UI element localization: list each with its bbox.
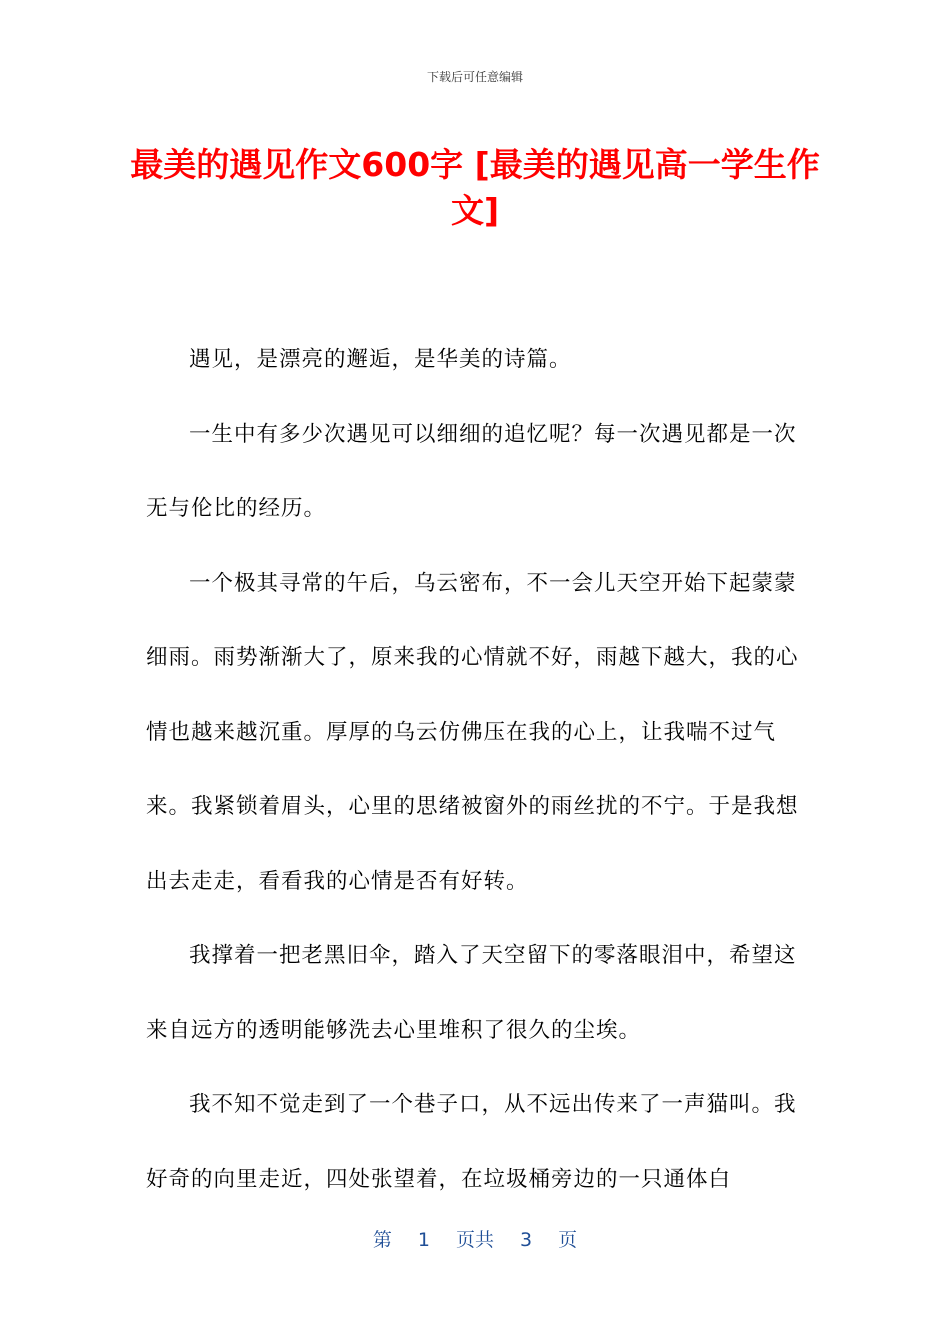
footer-total-pages: 3	[520, 1229, 533, 1251]
footer-current-page: 1	[417, 1229, 430, 1251]
footer-middle: 页共	[455, 1229, 494, 1251]
document-body	[146, 323, 810, 1217]
paragraph: 我不知不觉走到了一个巷子口，从不远出传来了一声猫叫。我好奇的向里走近，四处张望着，在垃圾桶旁边的一只通体白	[146, 1092, 797, 1192]
header-note: 下载后可任意编辑	[426, 70, 523, 84]
footer-prefix: 第	[372, 1229, 392, 1251]
paragraph: 一生中有多少次遇见可以细细的追忆呢？每一次遇见都是一次无与伦比的经历。	[146, 421, 797, 521]
paragraph: 我撑着一把老黑旧伞，踏入了天空留下的零落眼泪中，希望这来自远方的透明能够洗去心里堆积了很久的尘埃。	[146, 943, 797, 1043]
document-title: 最美的遇见作文600字 [最美的遇见高一学生作文]	[130, 145, 820, 230]
paragraph: 一个极其寻常的午后，乌云密布，不一会儿天空开始下起蒙蒙细雨。雨势渐渐大了，原来我的心情就不好，雨越下越大，我的心情也越来越沉重。厚厚的乌云仿佛压在我的心上，让我喘不过气来。我紧锁着眉头，心里的思绪被窗外的雨丝扰的不宁。于是我想出去走走，看看我的心情是否有好转。	[146, 570, 799, 894]
page-footer	[0, 1225, 950, 1252]
paragraph: 遇见，是漂亮的邂逅，是华美的诗篇。	[189, 347, 572, 372]
footer-suffix: 页	[558, 1229, 578, 1251]
